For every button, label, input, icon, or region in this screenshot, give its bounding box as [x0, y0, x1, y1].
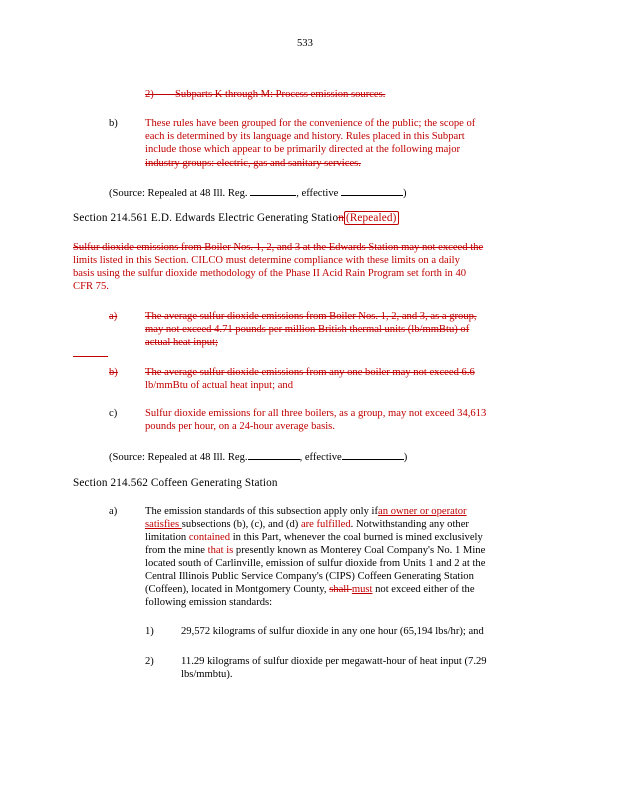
- intro-b-line-3: include those which appear to be primarily directed at the following major: [145, 144, 461, 155]
- section-562-a-line-2: satisfies subsections (b), (c), and (d) are fulfilled. Notwithstanding any other: [145, 519, 469, 530]
- section-561-body-line-2: limits listed in this Section. CILCO must determine compliance with these limits on a daily: [73, 255, 460, 266]
- intro-b-line-1: These rules have been grouped for the convenience of the public; the scope of: [145, 118, 476, 129]
- section-561-source-note: (Source: Repealed at 48 Ill. Reg. , effective ): [109, 449, 407, 464]
- section-562-a-line-4: from the mine that is presently known as Monterey Coal Company's No. 1 Mine: [145, 545, 486, 556]
- section-562-a-label: a): [109, 506, 118, 517]
- repealed-marker: (Repealed): [345, 212, 397, 224]
- section-562-item-1-label: 1): [145, 626, 154, 637]
- section-562-heading: Section 214.562 Coffeen Generating Station: [73, 477, 278, 489]
- subpart-item-2: [145, 88, 385, 101]
- intro-b-line-4: industry groups: electric, gas and sanitary services.: [145, 158, 361, 169]
- section-561-c-line-2: pounds per hour, on a 24-hour average basis.: [145, 421, 335, 432]
- section-562-item-1-text: 29,572 kilograms of sulfur dioxide in any one hour (65,194 lbs/hr); and: [181, 626, 484, 637]
- intro-b-line-2: each is determined by its language and history. Rules placed in this Subpart: [145, 131, 465, 142]
- section-561-b-line-1: The average sulfur dioxide emissions from any one boiler may not exceed 6.6: [145, 367, 475, 378]
- section-562-a-line-8: following emission standards:: [145, 597, 273, 608]
- section-562-item-2-label: 2): [145, 656, 154, 667]
- section-561-heading: Section 214.561 E.D. Edwards Electric Generating Station (Repealed): [73, 212, 397, 224]
- section-561-a-line-2: may not exceed 4.71 pounds per million British thermal units (lb/mmBtu) of: [145, 324, 470, 335]
- section-561-a-line-1: The average sulfur dioxide emissions from Boiler Nos. 1, 2, and 3, as a group,: [145, 311, 477, 322]
- section-562-a-line-5: located south of Carlinville, emission of sulfur dioxide from Units 1 and 2 at the: [145, 558, 486, 569]
- section-561-a-line-3: actual heat input;: [145, 337, 218, 348]
- subpart-item-2-label: 2): [145, 89, 154, 100]
- section-561-b-line-2: lb/mmBtu of actual heat input; and: [145, 380, 293, 391]
- section-562-a-line-6: Central Illinois Public Service Company's (CIPS) Coffeen Generating Station: [145, 571, 474, 582]
- intro-b-label: b): [109, 118, 118, 129]
- revision-line: [73, 356, 108, 357]
- page-number: 533: [297, 38, 313, 49]
- section-562-item-2-line-1: 11.29 kilograms of sulfur dioxide per megawatt-hour of heat input (7.29: [181, 656, 487, 667]
- section-562-a-line-3: limitation contained in this Part, whenever the coal burned is mined exclusively: [145, 532, 483, 543]
- section-561-a-label: a): [109, 311, 118, 322]
- section-562-a-line-1: The emission standards of this subsection apply only ifan owner or operator: [145, 506, 467, 517]
- section-562-item-2-line-2: lbs/mmbtu).: [181, 669, 233, 680]
- section-561-b-label: b): [109, 367, 118, 378]
- section-561-body-line-3: basis using the sulfur dioxide methodology of the Phase II Acid Rain Program set forth in 40: [73, 268, 467, 279]
- section-562-a-line-7: (Coffeen), located in Montgomery County, shall must not exceed either of the: [145, 584, 475, 595]
- section-561-body-line-4: CFR 75.: [73, 281, 109, 292]
- intro-source-note: (Source: Repealed at 48 Ill. Reg. , effective ): [109, 185, 407, 200]
- section-561-body-line-1: Sulfur dioxide emissions from Boiler Nos. 1, 2, and 3 at the Edwards Station may not exceed the: [73, 242, 484, 253]
- subpart-item-2-text: Subparts K through M: Process emission sources.: [175, 89, 386, 100]
- section-561-c-line-1: Sulfur dioxide emissions for all three boilers, as a group, may not exceed 34,613: [145, 408, 487, 419]
- section-561-c-label: c): [109, 408, 118, 419]
